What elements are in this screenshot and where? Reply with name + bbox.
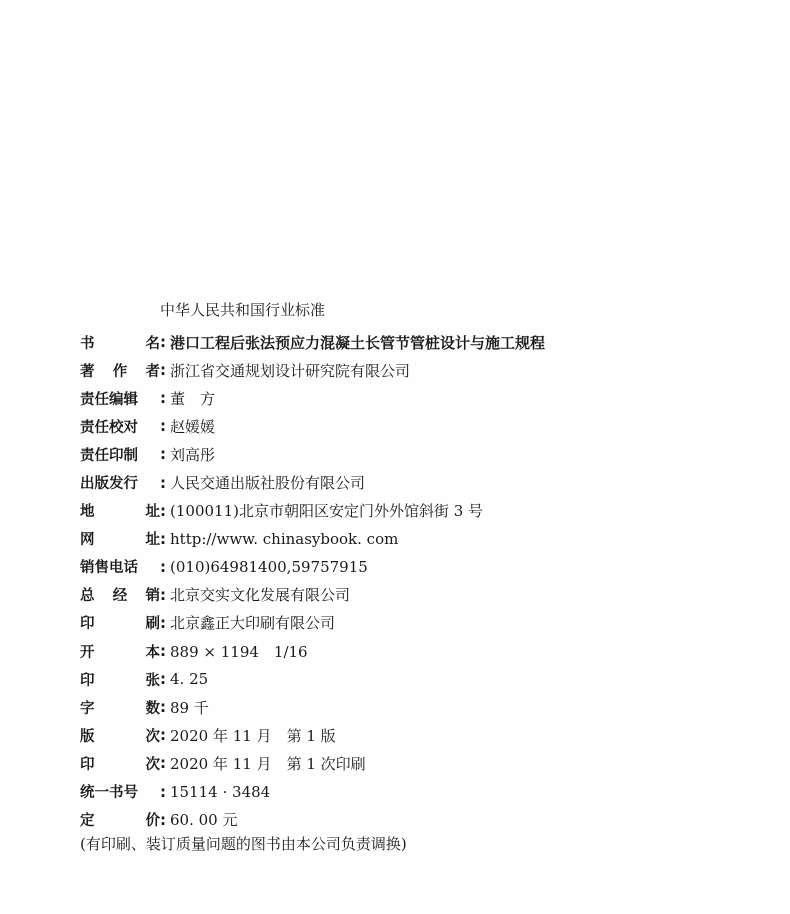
info-label	[80, 388, 160, 409]
info-row	[80, 384, 770, 412]
info-value: 董 方	[170, 389, 216, 408]
info-row	[80, 749, 770, 777]
info-value: 港口工程后张法预应力混凝土长管节管桩设计与施工规程	[170, 333, 546, 352]
info-value: 60. 00 元	[170, 811, 238, 830]
info-colon: :	[160, 417, 166, 436]
info-colon: :	[160, 333, 166, 352]
info-label	[80, 781, 160, 802]
info-row	[80, 356, 770, 384]
info-row	[80, 693, 770, 721]
info-colon: :	[160, 613, 166, 632]
info-value: 北京交实文化发展有限公司	[170, 586, 351, 605]
info-colon: :	[160, 529, 166, 548]
info-label-text: 责任印制	[80, 447, 138, 464]
info-label-text: 印	[80, 616, 95, 633]
info-value: (100011)北京市朝阳区安定门外外馆斜街 3 号	[170, 502, 484, 521]
info-colon: :	[160, 810, 166, 829]
info-label-text: 名	[145, 335, 160, 352]
info-label	[80, 584, 160, 605]
info-label	[80, 556, 160, 577]
info-row	[80, 497, 770, 525]
info-row	[80, 412, 770, 440]
info-label-text: 地	[80, 504, 95, 521]
info-label	[80, 416, 160, 437]
info-colon: :	[160, 642, 166, 661]
info-label	[80, 725, 160, 746]
info-value: 2020 年 11 月 第 1 版	[170, 726, 336, 745]
info-label	[80, 697, 160, 718]
info-colon: :	[160, 501, 166, 520]
info-label	[80, 332, 160, 353]
info-row	[80, 328, 770, 356]
info-value: 4. 25	[170, 670, 209, 689]
info-label	[80, 641, 160, 662]
info-label-text: 次	[145, 728, 160, 745]
info-label	[80, 612, 160, 633]
info-colon: :	[160, 361, 166, 380]
info-label-text: 址	[145, 504, 160, 521]
info-value: 浙江省交通规划设计研究院有限公司	[170, 361, 411, 380]
series-title: 中华人民共和国行业标准	[160, 301, 326, 319]
info-label-text: 出版发行	[80, 476, 138, 493]
info-row	[80, 806, 770, 834]
info-colon: :	[160, 782, 166, 801]
info-row	[80, 721, 770, 749]
info-label-text: 网	[80, 532, 95, 549]
info-colon: :	[160, 557, 166, 576]
info-colon: :	[160, 389, 166, 408]
info-label	[80, 472, 160, 493]
info-label-text: 责任编辑	[80, 391, 138, 408]
info-colon: :	[160, 585, 166, 604]
info-label	[80, 360, 160, 381]
info-colon: :	[160, 726, 166, 745]
info-label	[80, 500, 160, 521]
info-label-text: 址	[145, 532, 160, 549]
info-colon: :	[160, 698, 166, 717]
info-label-text: 责任校对	[80, 419, 138, 436]
info-colon: :	[160, 445, 166, 464]
info-value: 89 千	[170, 698, 209, 717]
info-label-text: 统一书号	[80, 785, 138, 802]
info-label-text: 印	[80, 756, 95, 773]
info-colon: :	[160, 670, 166, 689]
info-value: 北京鑫正大印刷有限公司	[170, 614, 336, 633]
info-label-text: 开	[80, 644, 95, 661]
info-label-text: 定	[80, 813, 95, 830]
info-row	[80, 525, 770, 553]
info-label-text: 字	[80, 700, 95, 717]
info-row	[80, 440, 770, 468]
copyright-info-list	[80, 328, 770, 834]
info-row	[80, 609, 770, 637]
info-label-text: 者	[145, 363, 160, 380]
info-label-text: 销	[145, 588, 160, 605]
info-label	[80, 753, 160, 774]
info-value: 15114 · 3484	[170, 782, 271, 801]
info-label	[80, 444, 160, 465]
info-colon: :	[160, 754, 166, 773]
info-label-text: 经	[112, 588, 128, 605]
info-label	[80, 528, 160, 549]
info-row	[80, 468, 770, 496]
info-row	[80, 581, 770, 609]
info-label-text: 总	[80, 588, 95, 605]
info-row	[80, 665, 770, 693]
info-value: (010)64981400,59757915	[170, 557, 368, 576]
info-label-text: 次	[145, 756, 160, 773]
info-value: 刘高彤	[170, 445, 216, 464]
info-label-text: 数	[145, 700, 160, 717]
info-label-text: 版	[80, 728, 95, 745]
info-label-text: 书	[80, 335, 95, 352]
info-value: 889 × 1194 1/16	[170, 642, 308, 661]
info-label	[80, 669, 160, 690]
info-value: 赵媛媛	[170, 417, 216, 436]
info-value: 人民交通出版社股份有限公司	[170, 474, 366, 493]
info-label-text: 作	[112, 363, 128, 380]
info-row	[80, 778, 770, 806]
info-row	[80, 553, 770, 581]
info-label-text: 销售电话	[80, 560, 138, 577]
info-label-text: 著	[80, 363, 95, 380]
info-label-text: 印	[80, 672, 95, 689]
info-label-text: 张	[145, 672, 160, 689]
info-value: 2020 年 11 月 第 1 次印刷	[170, 754, 366, 773]
info-colon: :	[160, 473, 166, 492]
info-row	[80, 637, 770, 665]
info-label-text: 刷	[145, 616, 160, 633]
info-label-text: 价	[145, 813, 160, 830]
info-value: http://www. chinasybook. com	[170, 529, 399, 548]
quality-note: (有印刷、装订质量问题的图书由本公司负责调换)	[80, 835, 407, 853]
info-label-text: 本	[145, 644, 160, 661]
info-label	[80, 809, 160, 830]
